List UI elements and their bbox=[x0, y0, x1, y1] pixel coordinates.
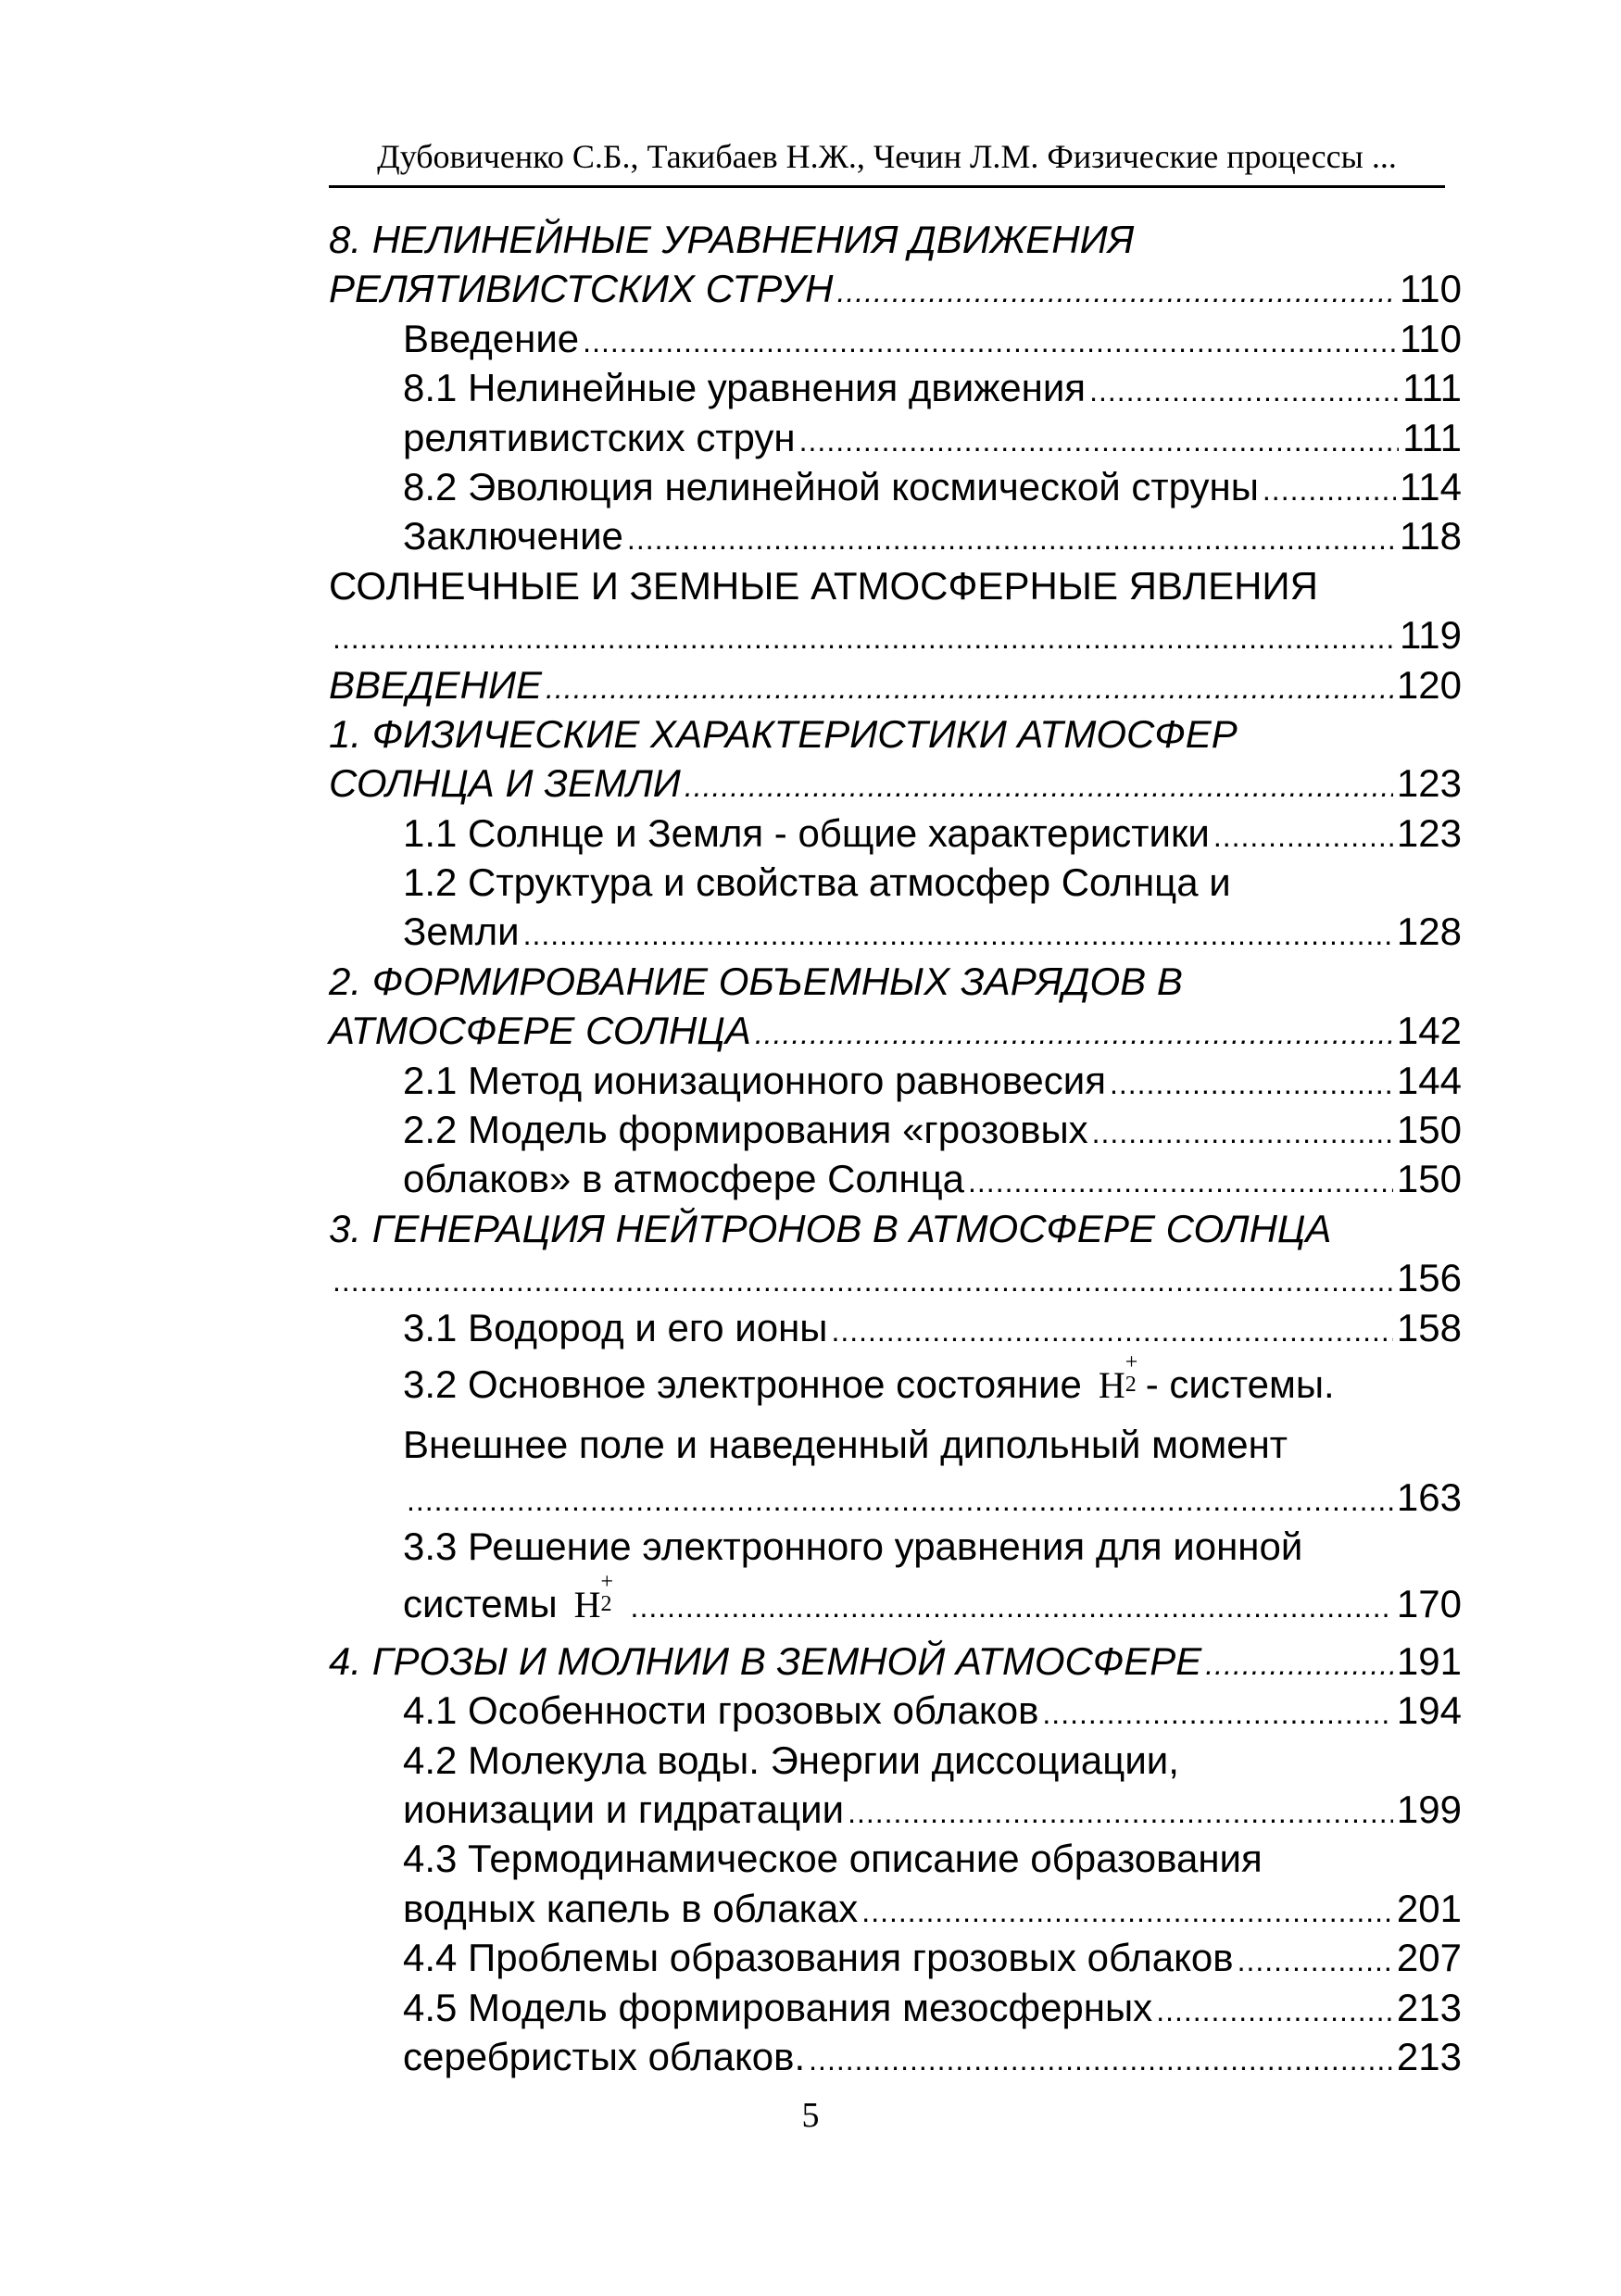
table-of-contents bbox=[329, 215, 1462, 2081]
toc-leader-dots bbox=[523, 910, 1393, 960]
toc-page-number: 114 bbox=[1400, 464, 1462, 508]
toc-section-3-2-line2 bbox=[329, 1417, 1462, 1473]
toc-entry-title: 3.2 Основное электронное состояние bbox=[403, 1361, 1082, 1406]
toc-chapter-4 bbox=[329, 1637, 1462, 1686]
toc-page-number: 194 bbox=[1396, 1688, 1462, 1733]
toc-chapter-2-line1 bbox=[329, 957, 1462, 1006]
toc-leader-dots bbox=[631, 1575, 1393, 1639]
toc-leader-dots bbox=[1238, 1937, 1393, 1986]
toc-section-3-2-line1 bbox=[329, 1349, 1462, 1417]
page-number: 5 bbox=[801, 2096, 820, 2135]
running-head: Дубовиченко С.Б., Такибаев Н.Ж., Чечин Л.М. Физические процессы ... bbox=[329, 134, 1445, 188]
toc-leader-dots bbox=[848, 1788, 1393, 1838]
toc-entry-title: 1.1 Солнце и Земля - общие характеристики bbox=[403, 810, 1210, 855]
h2-plus-formula: H + 2 bbox=[1098, 1349, 1138, 1406]
toc-entry-title: ВВЕДЕНИЕ bbox=[329, 662, 543, 707]
toc-leader-dots bbox=[685, 762, 1393, 811]
toc-leader-dots bbox=[968, 1158, 1393, 1207]
toc-leader-dots bbox=[809, 2036, 1393, 2085]
toc-chapter-1-line2 bbox=[329, 759, 1462, 808]
toc-entry-title: 4.4 Проблемы образования грозовых облаков bbox=[403, 1936, 1234, 1980]
toc-page-number: 150 bbox=[1396, 1108, 1462, 1152]
toc-page-number: 128 bbox=[1396, 910, 1462, 954]
toc-leader-dots bbox=[627, 515, 1396, 564]
toc-page-number: 156 bbox=[1396, 1256, 1462, 1300]
toc-page-number: 144 bbox=[1396, 1058, 1462, 1102]
toc-entry-title: 3.1 Водород и его ионы bbox=[403, 1305, 828, 1349]
toc-entry-title: водных капель в облаках bbox=[403, 1886, 859, 1930]
toc-page-number: 110 bbox=[1400, 316, 1462, 360]
toc-entry-title: Введение bbox=[403, 316, 580, 360]
toc-leader-dots bbox=[1110, 1060, 1393, 1109]
toc-leader-dots bbox=[837, 268, 1397, 317]
toc-section-2-2-line1 bbox=[329, 1105, 1462, 1154]
toc-section-1-2-line2 bbox=[329, 907, 1462, 956]
toc-section-4-1 bbox=[329, 1686, 1462, 1735]
toc-part-heading bbox=[329, 561, 1462, 610]
toc-leader-dots bbox=[1205, 1640, 1393, 1689]
toc-introduction bbox=[329, 660, 1462, 709]
toc-chapter-3-line1 bbox=[329, 1204, 1462, 1253]
toc-page-number: 213 bbox=[1396, 1985, 1462, 2029]
toc-entry-title: РЕЛЯТИВИСТСКИХ СТРУН bbox=[329, 267, 834, 311]
toc-section-1-1 bbox=[329, 809, 1462, 858]
toc-page-number: 201 bbox=[1396, 1886, 1462, 1930]
toc-page-number: 119 bbox=[1400, 613, 1462, 658]
toc-page-number: 123 bbox=[1396, 810, 1462, 855]
toc-section-2-1 bbox=[329, 1056, 1462, 1105]
toc-section-conclusion-8 bbox=[329, 511, 1462, 560]
toc-entry-title: 1. ФИЗИЧЕСКИЕ ХАРАКТЕРИСТИКИ АТМОСФЕР bbox=[329, 711, 1238, 756]
toc-entry-title: 3. ГЕНЕРАЦИЯ НЕЙТРОНОВ В АТМОСФЕРЕ СОЛНЦА bbox=[329, 1206, 1332, 1250]
toc-page-number: 110 bbox=[1400, 267, 1462, 311]
toc-page-number: 123 bbox=[1396, 761, 1462, 806]
toc-entry-title: серебристых облаков. bbox=[403, 2034, 806, 2078]
toc-section-1-2-line1 bbox=[329, 858, 1462, 907]
toc-leader-dots bbox=[1213, 812, 1393, 861]
toc-chapter-3-page bbox=[329, 1253, 1462, 1302]
toc-page-number: 163 bbox=[1396, 1474, 1462, 1519]
toc-leader-dots bbox=[1263, 466, 1396, 515]
toc-chapter-1-line1 bbox=[329, 709, 1462, 759]
toc-leader-dots bbox=[861, 1888, 1393, 1937]
toc-section-3-2-page bbox=[329, 1473, 1462, 1522]
toc-leader-dots bbox=[799, 417, 1400, 466]
toc-section-3-3-line1 bbox=[329, 1522, 1462, 1571]
toc-leader-dots bbox=[407, 1476, 1393, 1525]
toc-entry-title: 2.2 Модель формирования «грозовых bbox=[403, 1108, 1088, 1152]
toc-leader-dots bbox=[755, 1010, 1393, 1059]
toc-page-number: 120 bbox=[1396, 662, 1462, 707]
toc-entry-title-suffix: - системы. bbox=[1145, 1361, 1335, 1406]
toc-section-2-2-line2 bbox=[329, 1154, 1462, 1203]
toc-section-4-5-line1 bbox=[329, 1983, 1462, 2032]
toc-section-3-1 bbox=[329, 1303, 1462, 1352]
toc-page-number: 111 bbox=[1402, 415, 1462, 459]
toc-page-number: 213 bbox=[1396, 2034, 1462, 2078]
toc-entry-title: системы bbox=[403, 1581, 558, 1625]
toc-section-4-2-line2 bbox=[329, 1785, 1462, 1834]
toc-entry-title: 2. ФОРМИРОВАНИЕ ОБЪЕМНЫХ ЗАРЯДОВ В bbox=[329, 959, 1183, 1003]
toc-leader-dots bbox=[333, 1257, 1393, 1306]
toc-entry-title: 1.2 Структура и свойства атмосфер Солнца и bbox=[403, 860, 1231, 905]
toc-leader-dots bbox=[1042, 1689, 1393, 1738]
toc-entry-title: 8. НЕЛИНЕЙНЫЕ УРАВНЕНИЯ ДВИЖЕНИЯ bbox=[329, 218, 1135, 261]
toc-section-4-3-line2 bbox=[329, 1884, 1462, 1933]
toc-entry-title: 8.2 Эволюция нелинейной космической струны bbox=[403, 464, 1259, 508]
toc-part-heading-page bbox=[329, 610, 1462, 659]
toc-entry-title: АТМОСФЕРЕ СОЛНЦА bbox=[329, 1009, 751, 1053]
toc-entry-title: Заключение bbox=[403, 514, 623, 558]
toc-page-number: 199 bbox=[1396, 1787, 1462, 1831]
toc-entry-title: облаков» в атмосфере Солнца bbox=[403, 1157, 965, 1201]
toc-entry-title: 4.5 Модель формирования мезосферных bbox=[403, 1985, 1153, 2029]
toc-chapter-8-line2 bbox=[329, 264, 1462, 313]
toc-entry-title: 4.2 Молекула воды. Энергии диссоциации, bbox=[403, 1738, 1179, 1782]
toc-entry-title: 3.3 Решение электронного уравнения для ионной bbox=[403, 1524, 1303, 1569]
toc-entry-title: Внешнее поле и наведенный дипольный момент bbox=[403, 1422, 1288, 1466]
toc-entry-title: релятивистских струн bbox=[403, 415, 796, 459]
h2-plus-formula: H + 2 bbox=[573, 1569, 614, 1625]
toc-entry-title: СОЛНЕЧНЫЕ И ЗЕМНЫЕ АТМОСФЕРНЫЕ ЯВЛЕНИЯ bbox=[329, 563, 1318, 608]
toc-entry-title: Земли bbox=[403, 910, 520, 954]
toc-section-4-4 bbox=[329, 1933, 1462, 1982]
toc-leader-dots bbox=[831, 1307, 1392, 1356]
toc-leader-dots bbox=[333, 614, 1396, 663]
toc-entry-title: ионизации и гидратации bbox=[403, 1787, 845, 1831]
toc-entry-title: 4.1 Особенности грозовых облаков bbox=[403, 1688, 1039, 1733]
toc-page-number: 142 bbox=[1396, 1009, 1462, 1053]
toc-section-3-3-line2 bbox=[329, 1569, 1462, 1637]
toc-page-number: 158 bbox=[1396, 1305, 1462, 1349]
toc-entry-title: СОЛНЦА И ЗЕМЛИ bbox=[329, 761, 681, 806]
toc-chapter-8-line1 bbox=[329, 215, 1462, 264]
toc-page-number: 111 bbox=[1402, 366, 1462, 410]
toc-section-4-5-line2 bbox=[329, 2032, 1462, 2081]
toc-entry-title: 2.1 Метод ионизационного равновесия bbox=[403, 1058, 1106, 1102]
toc-entry-title: 4. ГРОЗЫ И МОЛНИИ В ЗЕМНОЙ АТМОСФЕРЕ bbox=[329, 1638, 1202, 1683]
toc-page-number: 207 bbox=[1396, 1936, 1462, 1980]
toc-leader-dots bbox=[546, 664, 1393, 713]
toc-page-number: 118 bbox=[1400, 514, 1462, 558]
toc-page-number: 191 bbox=[1396, 1638, 1462, 1683]
toc-section-8-1-cont bbox=[329, 413, 1462, 462]
toc-entry-title: 4.3 Термодинамическое описание образования bbox=[403, 1837, 1263, 1881]
toc-page-number: 150 bbox=[1396, 1157, 1462, 1201]
toc-section-4-3-line1 bbox=[329, 1834, 1462, 1883]
toc-section-intro-8 bbox=[329, 314, 1462, 363]
toc-page-number: 170 bbox=[1396, 1581, 1462, 1625]
toc-section-8-2 bbox=[329, 462, 1462, 511]
toc-chapter-2-line2 bbox=[329, 1006, 1462, 1055]
toc-leader-dots bbox=[583, 318, 1396, 367]
toc-section-8-1 bbox=[329, 363, 1462, 412]
toc-leader-dots bbox=[1089, 367, 1399, 416]
toc-entry-title: 8.1 Нелинейные уравнения движения bbox=[403, 366, 1087, 410]
toc-leader-dots bbox=[1156, 1987, 1393, 2036]
toc-section-4-2-line1 bbox=[329, 1736, 1462, 1785]
toc-leader-dots bbox=[1092, 1109, 1393, 1158]
